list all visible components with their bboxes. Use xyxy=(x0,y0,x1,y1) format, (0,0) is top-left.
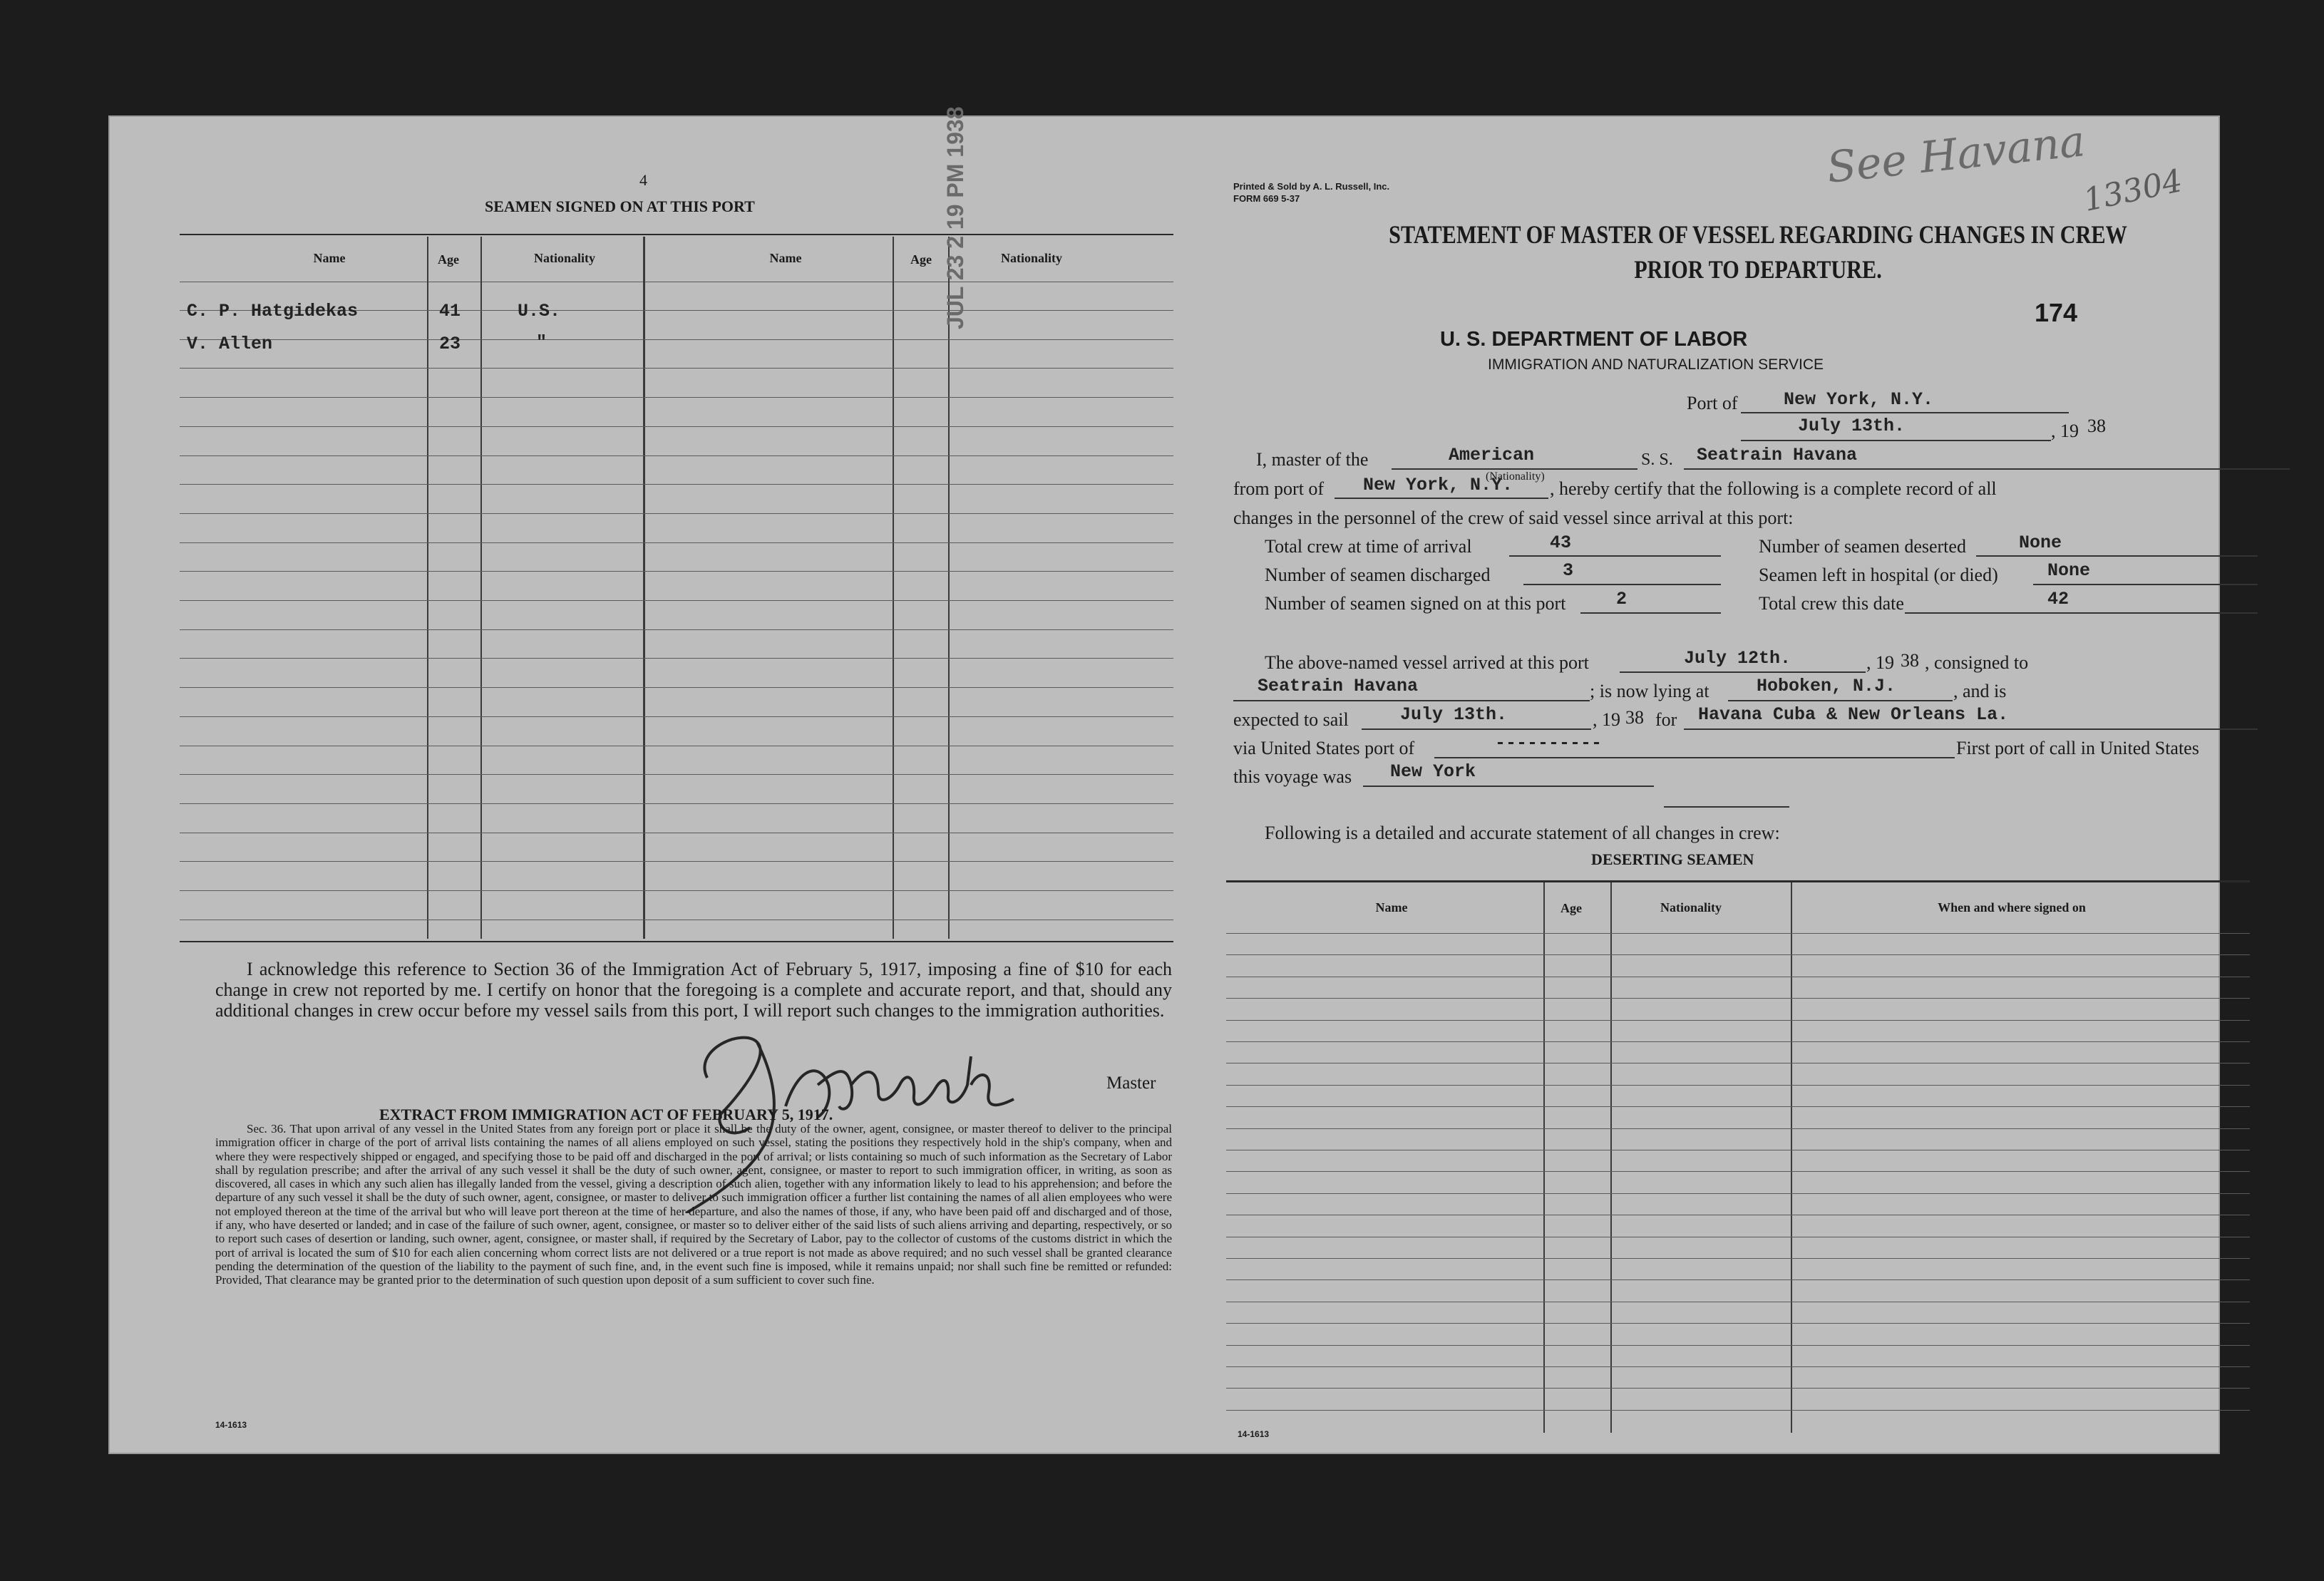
left-row-line xyxy=(180,339,1173,340)
vessel-nationality: American xyxy=(1449,445,1535,465)
total-crew-arrival-line xyxy=(1509,555,1721,557)
destination-value: Havana Cuba & New Orleans La. xyxy=(1698,704,2009,725)
left-row-line xyxy=(180,397,1173,398)
deserting-col-nationality: Nationality xyxy=(1660,900,1722,915)
total-crew-date-line xyxy=(1905,612,2258,614)
voyage-value: New York xyxy=(1390,761,1476,782)
left-col-nat-2: Nationality xyxy=(1000,251,1062,265)
handwritten-number: 13304 xyxy=(2080,163,2186,219)
date-line xyxy=(1741,440,2051,441)
left-row-line xyxy=(180,890,1173,891)
right-row-line xyxy=(1226,998,2250,999)
deserted-label: Number of seamen deserted xyxy=(1759,536,1966,557)
right-row-line xyxy=(1226,1106,2250,1107)
signed-on-label: Number of seamen signed on at this port xyxy=(1265,593,1566,614)
voyage-line xyxy=(1363,786,1654,787)
nationality-line xyxy=(1392,468,1637,470)
left-row-line xyxy=(180,716,1173,717)
left-row-line xyxy=(180,803,1173,804)
deserting-title: DESERTING SEAMEN xyxy=(1591,850,1754,868)
right-row-line xyxy=(1226,1388,2250,1389)
right-row-line xyxy=(1226,1410,2250,1411)
total-crew-date-label: Total crew this date xyxy=(1759,593,1904,614)
consignee-line xyxy=(1233,700,1590,701)
right-row-line xyxy=(1226,1258,2250,1259)
left-row-line xyxy=(180,513,1173,514)
for-label: for xyxy=(1655,709,1677,730)
from-port-line xyxy=(1335,498,1548,499)
expected-year-prefix: , 19 xyxy=(1593,709,1620,730)
left-row-line xyxy=(180,368,1173,369)
discharged-value: 3 xyxy=(1563,560,1574,581)
document-sheet xyxy=(108,106,2220,1454)
left-table-top-rule xyxy=(180,234,1173,235)
left-col-divider xyxy=(948,237,950,939)
arrived-year-prefix: , 19 xyxy=(1866,652,1894,673)
handwritten-note: See Havana xyxy=(1824,116,2088,193)
right-row-line xyxy=(1226,1366,2250,1367)
printer-credit: Printed & Sold by A. L. Russell, Inc. xyxy=(1233,181,1390,192)
master-of-label: I, master of the xyxy=(1256,449,1369,470)
master-label: Master xyxy=(1106,1073,1156,1093)
stamped-number: 174 xyxy=(2035,298,2078,327)
left-row-line xyxy=(180,861,1173,862)
form-title-line-1: STATEMENT OF MASTER OF VESSEL REGARDING CHANGES IN CREW xyxy=(1389,220,2127,249)
following-text: Following is a detailed and accurate statement of all changes in crew: xyxy=(1265,823,1780,843)
right-row-line xyxy=(1226,954,2250,955)
extract-body: Sec. 36. That upon arrival of any vessel in the United States from any foreign port or place it shall be the duty of the owner, agent, consignee, or master thereof to deliver to the principal immigration officer in charge of the port of arrival lists containing the names of all aliens employed on such vessel, stating the positions they respectively hold in the ship's company, when and where they were respectively shipped or engaged, and specifying those to be paid off and discharged in the port of arrival; or lists containing so much of such information as the Secretary of Labor shall by regulation prescribe; and after the arrival of any such vessel it shall be the duty of such owner, agent, consignee, or master to report to such immigration officer, in writing, as soon as discovered, all cases in which any such alien has illegally landed from the vessel, giving a description of such alien, together with any information likely to lead to his apprehension; and before the departure of any such vessel it shall be the duty of such owner, agent, consignee, or master to deliver to such immigration officer a further list containing the names of all alien employees who were not employed thereon at the time of the arrival but who will leave port thereon at the time of her departure, and also the names of those, if any, who have been paid off and discharged and of those, if any, who have deserted or landed; and in case of the failure of such owner, agent, consignee, or master so to deliver either of the said lists of such aliens arriving and departing, respectively, or so to report such cases of desertion or landing, such owner, agent, consignee, or master shall, if required by the Secretary of Labor, pay to the collector of customs of the customs district in which the port of arrival is located the sum of $10 for each alien concerning whom correct lists are not delivered or a true report is not made as above required; and no such vessel shall be granted clearance pending the determination of the question of the liability to the payment of such fine, and, in the event such fine is imposed, while it remains unpaid; nor shall such fine be remitted or refunded: Provided, That clearance may be granted prior to the determination of such question upon deposit of a sum sufficient to cover such fine. xyxy=(215,1122,1172,1287)
port-value: New York, N.Y. xyxy=(1784,389,1934,410)
port-label: Port of xyxy=(1687,393,1738,413)
from-port-label: from port of xyxy=(1233,478,1325,499)
left-row-line xyxy=(180,629,1173,630)
signed-on-age: 23 xyxy=(439,334,461,354)
left-row-line xyxy=(180,484,1173,485)
left-row-line xyxy=(180,774,1173,775)
arrived-year: 38 xyxy=(1901,650,1919,671)
hospital-value: None xyxy=(2047,560,2091,581)
deserting-col-name: Name xyxy=(1375,900,1408,915)
left-col-divider xyxy=(643,237,645,939)
and-is-label: , and is xyxy=(1953,681,2007,701)
via-label: via United States port of xyxy=(1233,738,1415,758)
acknowledgement-text: I acknowledge this reference to Section 36 of the Immigration Act of February 5, 1917, imposing a fine of $10 for each change in crew not reported by me. I certify on honor that the foregoing is a complete and accurate report, and that, should any additional changes in crew occur before my vessel sails from this port, I will report such changes to the immigration authorities. xyxy=(215,959,1172,1021)
left-col-divider xyxy=(893,237,894,939)
year-prefix: , 19 xyxy=(2051,421,2079,441)
right-row-line xyxy=(1226,933,2250,934)
arrived-value: July 12th. xyxy=(1684,648,1791,669)
left-table-bottom-rule xyxy=(180,941,1173,942)
right-form-code: 14-1613 xyxy=(1238,1429,1270,1439)
right-row-line xyxy=(1226,1041,2250,1042)
lying-label: ; is now lying at xyxy=(1590,681,1709,701)
form-title-line-2: PRIOR TO DEPARTURE. xyxy=(1634,255,1882,284)
signed-on-nationality: " xyxy=(536,332,547,353)
right-row-line xyxy=(1226,1063,2250,1064)
total-crew-date-value: 42 xyxy=(2047,589,2070,609)
expected-line xyxy=(1362,728,1591,730)
expected-year: 38 xyxy=(1625,707,1644,728)
vessel-line xyxy=(1684,468,2290,470)
right-row-line xyxy=(1226,1345,2250,1346)
left-col-name-2: Name xyxy=(769,251,802,265)
first-port-label: First port of call in United States xyxy=(1956,738,2199,758)
total-crew-arrival-label: Total crew at time of arrival xyxy=(1265,536,1472,557)
left-row-line xyxy=(180,426,1173,427)
consigned-label: , consigned to xyxy=(1925,652,2029,673)
expected-label: expected to sail xyxy=(1233,709,1349,730)
date-value: July 13th. xyxy=(1798,416,1906,436)
year-value: 38 xyxy=(2087,416,2106,436)
deserted-line xyxy=(1976,555,2258,557)
deserting-col-age: Age xyxy=(1561,901,1582,915)
certify-text: , hereby certify that the following is a complete record of all xyxy=(1550,478,1997,499)
left-col-nat-1: Nationality xyxy=(533,251,595,265)
lying-line xyxy=(1728,700,1953,701)
left-col-age-1: Age xyxy=(438,252,459,267)
left-row-line xyxy=(180,658,1173,659)
from-port-value: New York, N.Y. xyxy=(1363,475,1513,495)
right-row-line xyxy=(1226,1279,2250,1280)
signed-on-name: C. P. Hatgidekas xyxy=(187,301,359,321)
via-line xyxy=(1434,757,1955,758)
service-name: IMMIGRATION AND NATURALIZATION SERVICE xyxy=(1488,356,1824,373)
left-col-divider xyxy=(427,237,428,939)
right-row-line xyxy=(1226,1085,2250,1086)
signed-on-age: 41 xyxy=(439,301,461,321)
right-row-line xyxy=(1226,1128,2250,1129)
right-col-divider xyxy=(1610,882,1612,1433)
deserted-value: None xyxy=(2019,532,2062,553)
right-col-divider xyxy=(1543,882,1545,1433)
consignee-value: Seatrain Havana xyxy=(1258,676,1419,696)
nationality-caption: (Nationality) xyxy=(1486,470,1545,483)
destination-line xyxy=(1684,728,2258,730)
right-row-line xyxy=(1226,1193,2250,1194)
lying-value: Hoboken, N.J. xyxy=(1757,676,1896,696)
left-col-divider xyxy=(480,237,482,939)
ss-label: S. S. xyxy=(1641,450,1673,469)
deserting-col-when-where: When and where signed on xyxy=(1938,900,2086,915)
left-row-line xyxy=(180,571,1173,572)
form-number: FORM 669 5-37 xyxy=(1233,193,1300,204)
signed-on-name: V. Allen xyxy=(187,334,273,354)
left-row-line xyxy=(180,455,1173,456)
vessel-name: Seatrain Havana xyxy=(1697,445,1858,465)
signed-on-value: 2 xyxy=(1616,589,1628,609)
receipt-stamp: JUL 23 2 19 PM 1938 xyxy=(942,106,968,329)
left-col-name-1: Name xyxy=(313,251,346,265)
discharged-label: Number of seamen discharged xyxy=(1265,565,1491,585)
left-col-age-2: Age xyxy=(910,252,932,267)
voyage-label: this voyage was xyxy=(1233,766,1352,787)
total-crew-arrival-value: 43 xyxy=(1550,532,1572,553)
right-table-top-rule xyxy=(1226,880,2250,882)
left-row-line xyxy=(180,542,1173,543)
separator-rule xyxy=(1664,806,1789,808)
hospital-line xyxy=(2033,584,2258,585)
signed-on-line xyxy=(1580,612,1721,614)
left-row-line xyxy=(180,600,1173,601)
left-section-title: SEAMEN SIGNED ON AT THIS PORT xyxy=(485,197,755,215)
right-col-divider xyxy=(1791,882,1792,1433)
expected-value: July 13th. xyxy=(1400,704,1508,725)
arrived-line xyxy=(1620,671,1866,673)
hospital-label: Seamen left in hospital (or died) xyxy=(1759,565,1998,585)
changes-text: changes in the personnel of the crew of said vessel since arrival at this port: xyxy=(1233,508,1794,528)
left-row-line xyxy=(180,687,1173,688)
left-form-code: 14-1613 xyxy=(215,1420,247,1430)
signed-on-nationality: U.S. xyxy=(518,301,561,321)
right-row-line xyxy=(1226,1171,2250,1172)
extract-title: EXTRACT FROM IMMIGRATION ACT OF FEBRUARY 5, 1917. xyxy=(379,1106,833,1123)
left-page-number: 4 xyxy=(639,171,647,189)
right-row-line xyxy=(1226,1323,2250,1324)
port-line xyxy=(1741,412,2069,413)
arrived-label: The above-named vessel arrived at this port xyxy=(1265,652,1589,673)
via-value: ---------- xyxy=(1495,733,1603,753)
right-row-line xyxy=(1226,1020,2250,1021)
discharged-line xyxy=(1523,584,1721,585)
department-name: U. S. DEPARTMENT OF LABOR xyxy=(1440,328,1748,351)
